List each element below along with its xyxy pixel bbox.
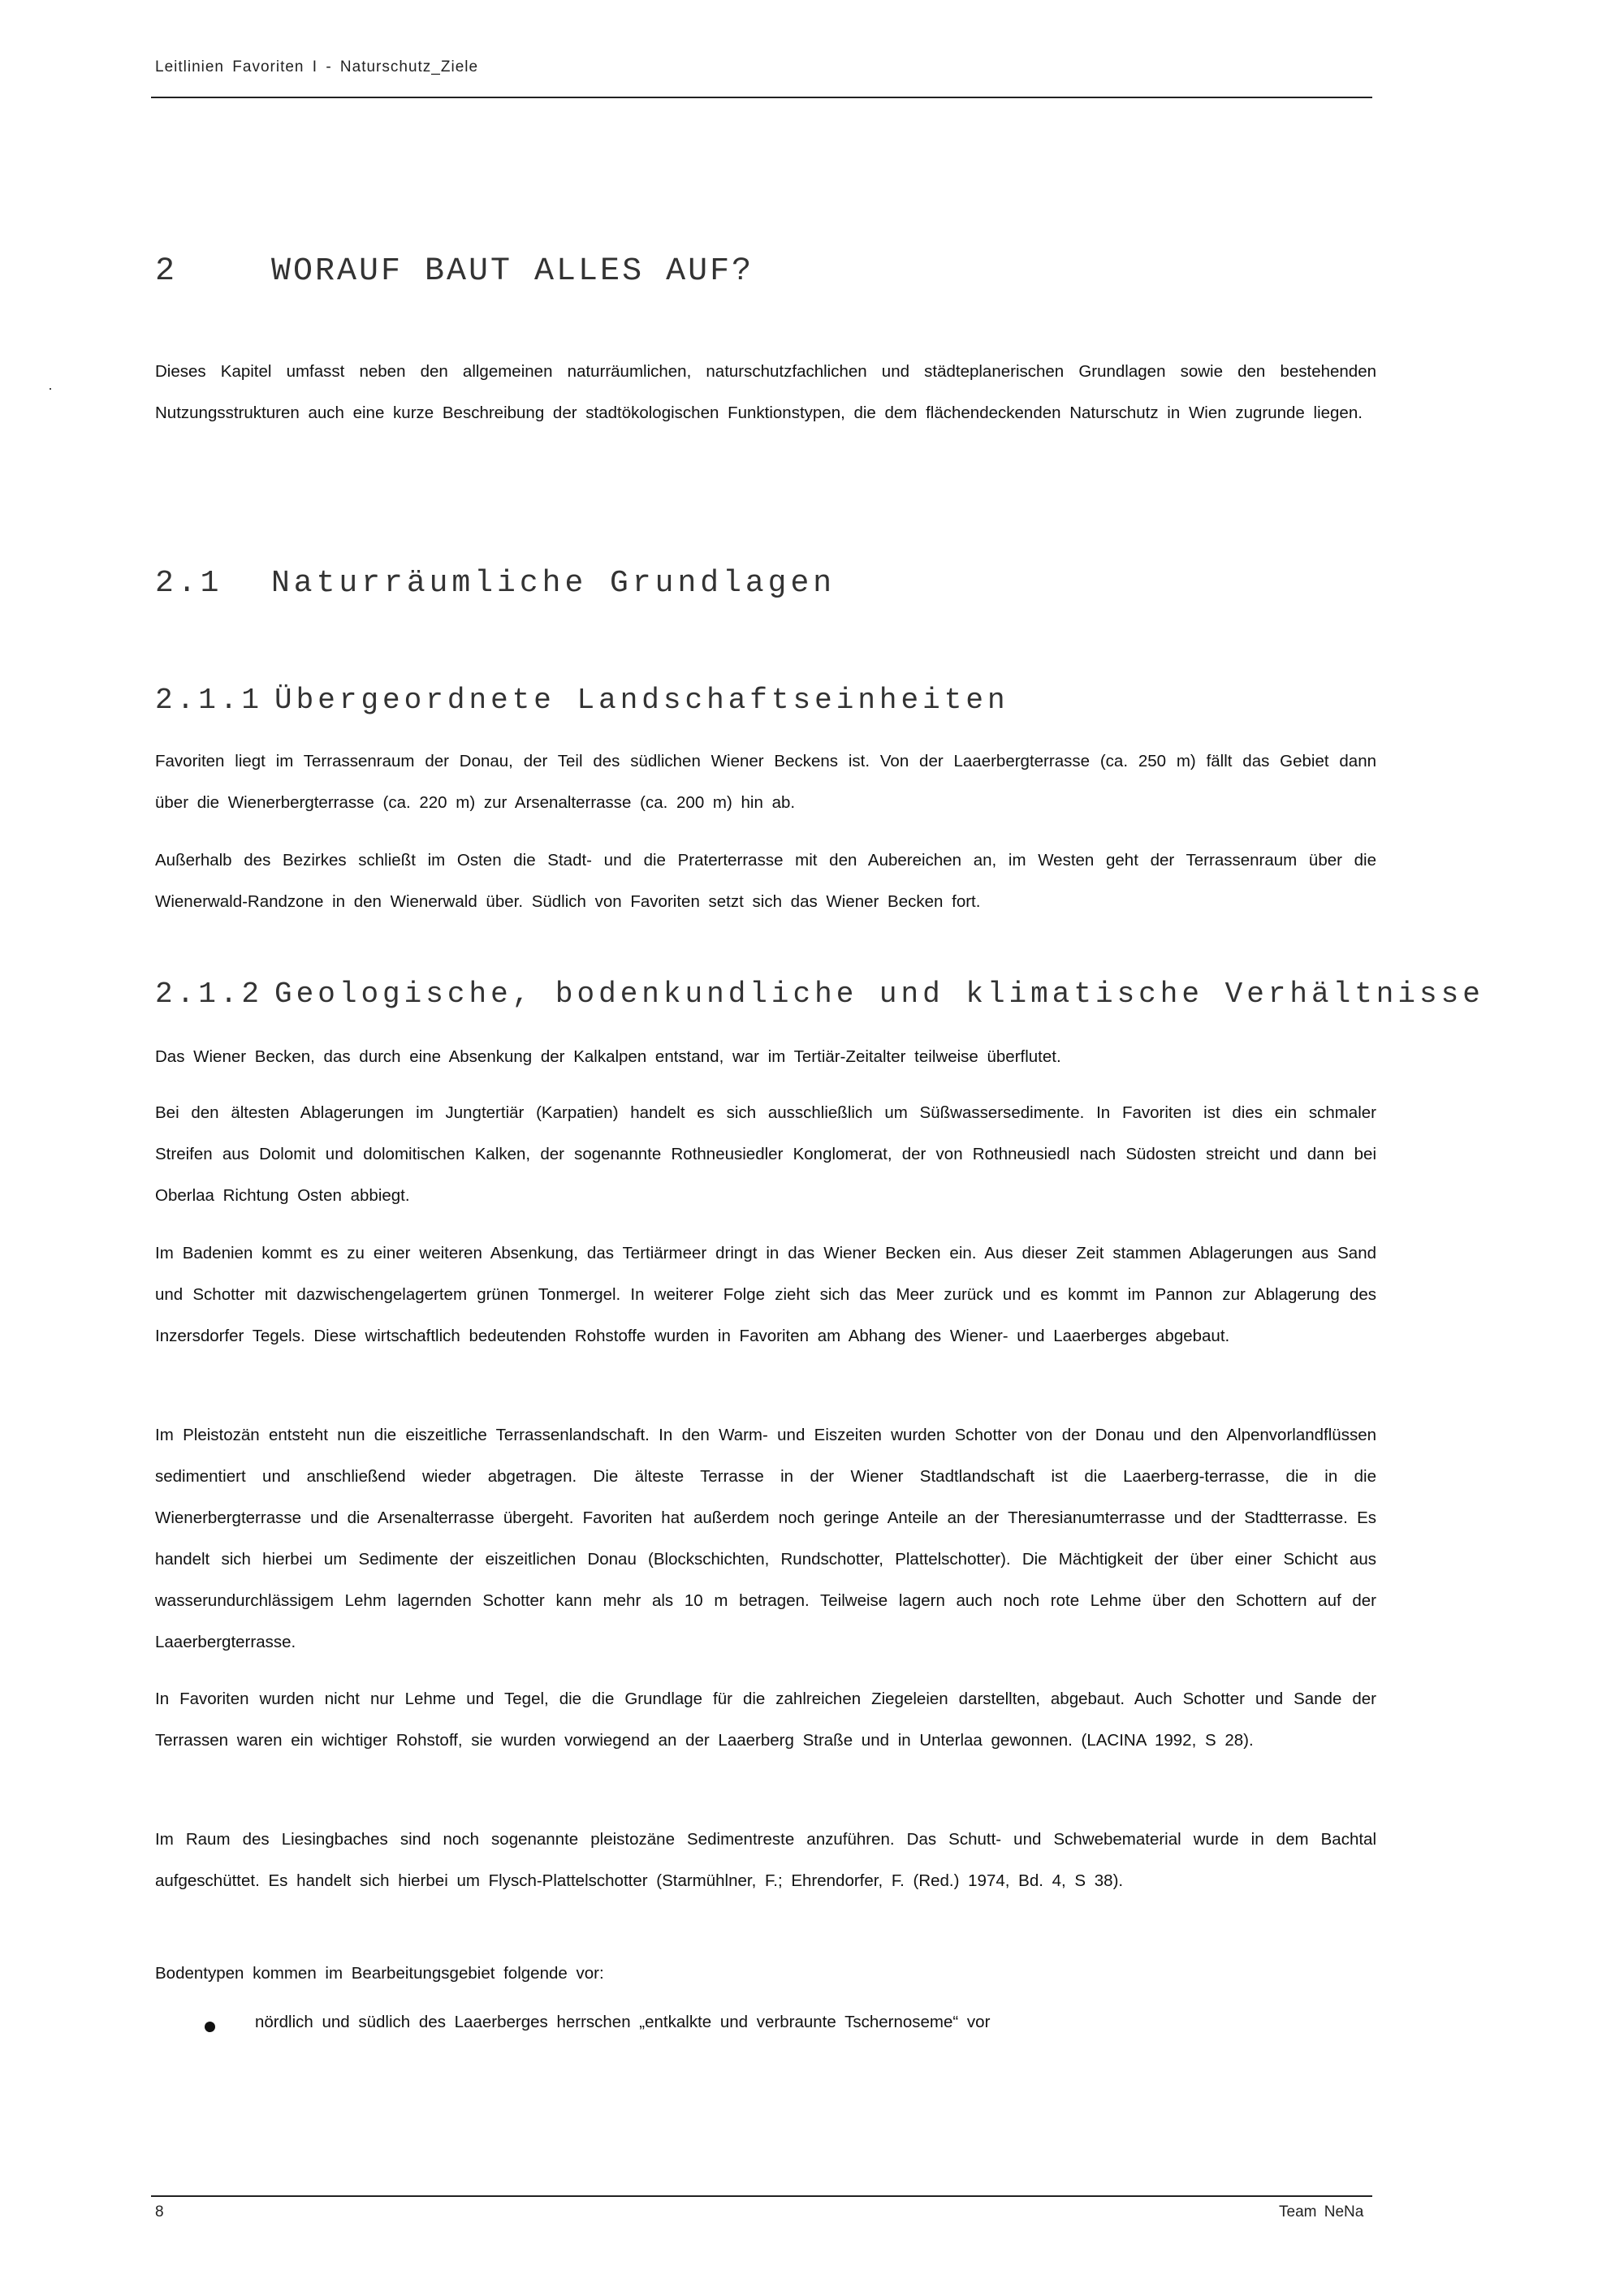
footer-rule bbox=[151, 2195, 1372, 2197]
paragraph: Im Raum des Liesingbaches sind noch sogenannte pleistozäne Sedimentreste anzuführen. Das Schutt- und Schwebematerial wurde in dem Bachtal aufgeschüttet. Es handelt sich hierbei um Flysch-Plattelschotter (Starmühlner, F.; Ehrendorfer, F. (Red.) 1974, Bd. 4, S 38). bbox=[155, 1830, 1376, 1890]
paragraph: Im Badenien kommt es zu einer weiteren Absenkung, das Tertiärmeer dringt in das Wiener Becken ein. Aus dieser Zeit stammen Ablagerungen aus Sand und Schotter mit dazwischengelagertem grünen Tonmergel. In weiterer Folge zieht sich das Meer zurück und es kommt im Pannon zur Ablagerung des Inzersdorfer Tegels. Diese wirtschaftlich bedeutenden Rohstoffe wurden in Favoriten am Abhang des Wiener- und Laaerberges abgebaut. bbox=[155, 1244, 1376, 1345]
margin-mark bbox=[50, 388, 51, 390]
header-rule bbox=[151, 97, 1372, 98]
bullet-item: nördlich und südlich des Laaerberges herrschen „entkalkte und verbraunte Tschernoseme“ vor bbox=[255, 2013, 991, 2031]
paragraph: Außerhalb des Bezirkes schließt im Osten die Stadt- und die Praterterrasse mit den Aubereichen an, im Westen geht der Terrassenraum über die Wienerwald-Randzone in den Wienerwald über. Südlich von Favoriten setzt sich das Wiener Becken fort. bbox=[155, 851, 1376, 911]
page-number: 8 bbox=[155, 2203, 164, 2220]
paragraph: In Favoriten wurden nicht nur Lehme und Tegel, die die Grundlage für die zahlreichen Ziegeleien darstellten, abgebaut. Auch Schotter und Sande der Terrassen waren ein wichtiger Rohstoff, sie wurden vorwiegend an der Laaerberg Straße und in Unterlaa gewonnen. (LACINA 1992, S 28). bbox=[155, 1690, 1376, 1750]
subsubsection-title: Geologische, bodenkundliche und klimatische Verhältnisse bbox=[274, 978, 1484, 1011]
footer-team: Team NeNa bbox=[1279, 2203, 1364, 2220]
subsection-title: Naturräumliche Grundlagen bbox=[271, 566, 836, 601]
subsection-heading bbox=[155, 566, 836, 601]
section-number: 2 bbox=[155, 253, 178, 290]
running-header: Leitlinien Favoriten I - Naturschutz_Ziele bbox=[155, 58, 479, 76]
paragraph: Im Pleistozän entsteht nun die eiszeitliche Terrassenlandschaft. In den Warm- und Eiszeiten wurden Schotter von der Donau und den Alpenvorlandflüssen sedimentiert und anschließend wieder abgetragen. Die älteste Terrasse in der Wiener Stadtlandschaft ist die Laaerberg-terrasse, die in die Wienerbergterrasse und die Arsenalterrasse übergeht. Favoriten hat außerdem noch geringe Anteile an der Theresianumterrasse und der Stadtterrasse. Es handelt sich hierbei um Sedimente der eiszeitlichen Donau (Blockschichten, Rundschotter, Plattelschotter). Die Mächtigkeit der über einer Schicht aus wasserundurchlässigem Lehm lagernden Schotter kann mehr als 10 m betragen. Teilweise lagern auch noch rote Lehme über den Schottern auf der Laaerbergterrasse. bbox=[155, 1426, 1376, 1651]
section-title: WORAUF BAUT ALLES AUF? bbox=[271, 253, 754, 290]
subsubsection-heading-211 bbox=[155, 684, 1009, 717]
bullet-dot bbox=[205, 2022, 215, 2032]
paragraph: Bodentypen kommen im Bearbeitungsgebiet folgende vor: bbox=[155, 1964, 604, 1983]
subsubsection-title: Übergeordnete Landschaftseinheiten bbox=[274, 684, 1009, 717]
paragraph: Bei den ältesten Ablagerungen im Jungtertiär (Karpatien) handelt es sich ausschließlich um Süßwassersedimente. In Favoriten ist dies ein schmaler Streifen aus Dolomit und dolomitischen Kalken, der sogenannte Rothneusiedler Konglomerat, der von Rothneusiedl nach Südosten streicht und dann bei Oberlaa Richtung Osten abbiegt. bbox=[155, 1103, 1376, 1205]
subsubsection-number: 2.1.2 bbox=[155, 978, 264, 1011]
subsection-number: 2.1 bbox=[155, 566, 223, 601]
subsubsection-heading-212 bbox=[155, 978, 1484, 1011]
paragraph: Favoriten liegt im Terrassenraum der Donau, der Teil des südlichen Wiener Beckens ist. Von der Laaerbergterrasse (ca. 250 m) fällt das Gebiet dann über die Wienerbergterrasse (ca. 220 m) zur Arsenalterrasse (ca. 200 m) hin ab. bbox=[155, 752, 1376, 812]
intro-paragraph: Dieses Kapitel umfasst neben den allgemeinen naturräumlichen, naturschutzfachlichen und städteplanerischen Grundlagen sowie den bestehenden Nutzungsstrukturen auch eine kurze Beschreibung der stadtökologischen Funktionstypen, die dem flächendeckenden Naturschutz in Wien zugrunde liegen. bbox=[155, 362, 1376, 422]
subsubsection-number: 2.1.1 bbox=[155, 684, 264, 717]
section-heading bbox=[155, 253, 754, 290]
paragraph: Das Wiener Becken, das durch eine Absenkung der Kalkalpen entstand, war im Tertiär-Zeitalter teilweise überflutet. bbox=[155, 1047, 1061, 1066]
